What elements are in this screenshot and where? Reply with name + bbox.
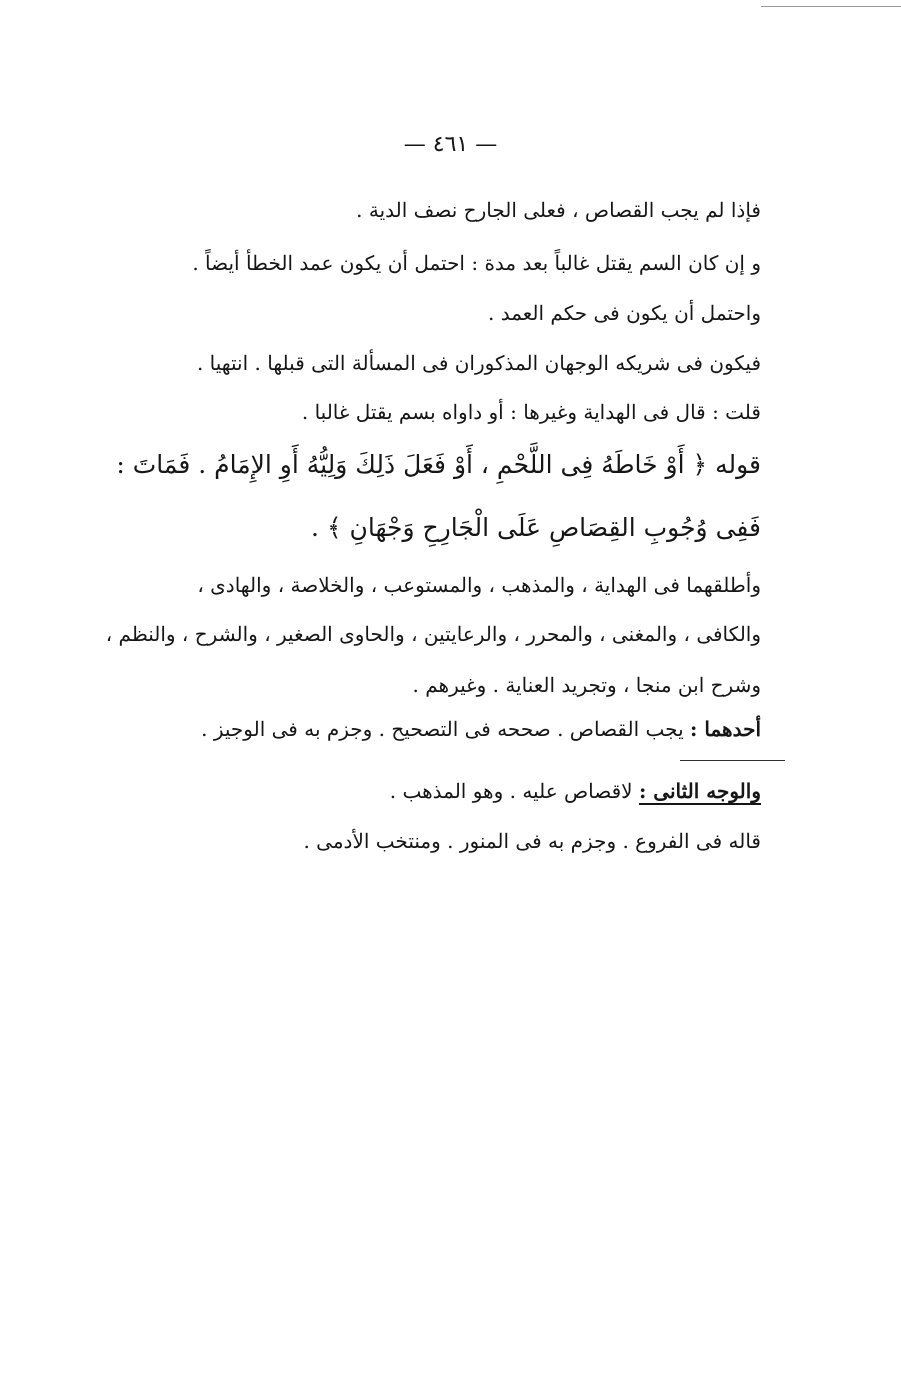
second-opinion-label: والوجه الثانى : bbox=[638, 779, 761, 803]
text-line-7: والكافى ، والمغنى ، والمحرر ، والرعايتين ، والحاوى الصغير ، والشرح ، والنظم ، bbox=[105, 622, 761, 646]
final-line: قاله فى الفروع . وجزم به فى المنور . ومنتخب الأدمى . bbox=[303, 829, 761, 853]
text-line-4: فيكون فى شريكه الوجهان المذكوران فى المسألة التى قبلها . انتهيا . bbox=[196, 351, 761, 375]
quoted-text-line-1: قوله ﴿ أَوْ خَاطَهُ فِى اللَّحْمِ ، أَوْ فَعَلَ ذَلِكَ وَلِيُّهُ أَوِ الإِمَامُ . فَمَاتَ : bbox=[116, 450, 761, 479]
text-line-2: و إن كان السم يقتل غالباً بعد مدة : احتمل أن يكون عمد الخطأ أيضاً . bbox=[192, 251, 761, 275]
quoted-text-line-2: فَفِى وُجُوبِ القِصَاصِ عَلَى الْجَارِحِ وَجْهَانِ ﴾ . bbox=[311, 513, 761, 542]
second-opinion-line bbox=[390, 778, 761, 804]
text-line-3: واحتمل أن يكون فى حكم العمد . bbox=[487, 301, 761, 325]
text-line-6: وأطلقهما فى الهداية ، والمذهب ، والمستوعب ، والخلاصة ، والهادى ، bbox=[197, 573, 761, 597]
text-line-5: قلت : قال فى الهداية وغيرها : أو داواه بسم يقتل غالبا . bbox=[301, 400, 761, 424]
first-opinion-label: أحدهما : bbox=[690, 717, 761, 741]
top-rule bbox=[761, 6, 901, 7]
text-line-8: وشرح ابن منجا ، وتجريد العناية . وغيرهم . bbox=[412, 673, 761, 697]
first-opinion-text: يجب القصاص . صححه فى التصحيح . وجزم به فى الوجيز . bbox=[201, 717, 684, 741]
first-opinion-line bbox=[201, 716, 761, 742]
second-opinion-text: لاقصاص عليه . وهو المذهب . bbox=[389, 779, 633, 803]
section-divider bbox=[680, 760, 785, 761]
text-line-1: فإذا لم يجب القصاص ، فعلى الجارح نصف الدية . bbox=[356, 198, 761, 222]
page-number: — ٤٦١ — bbox=[403, 132, 498, 157]
